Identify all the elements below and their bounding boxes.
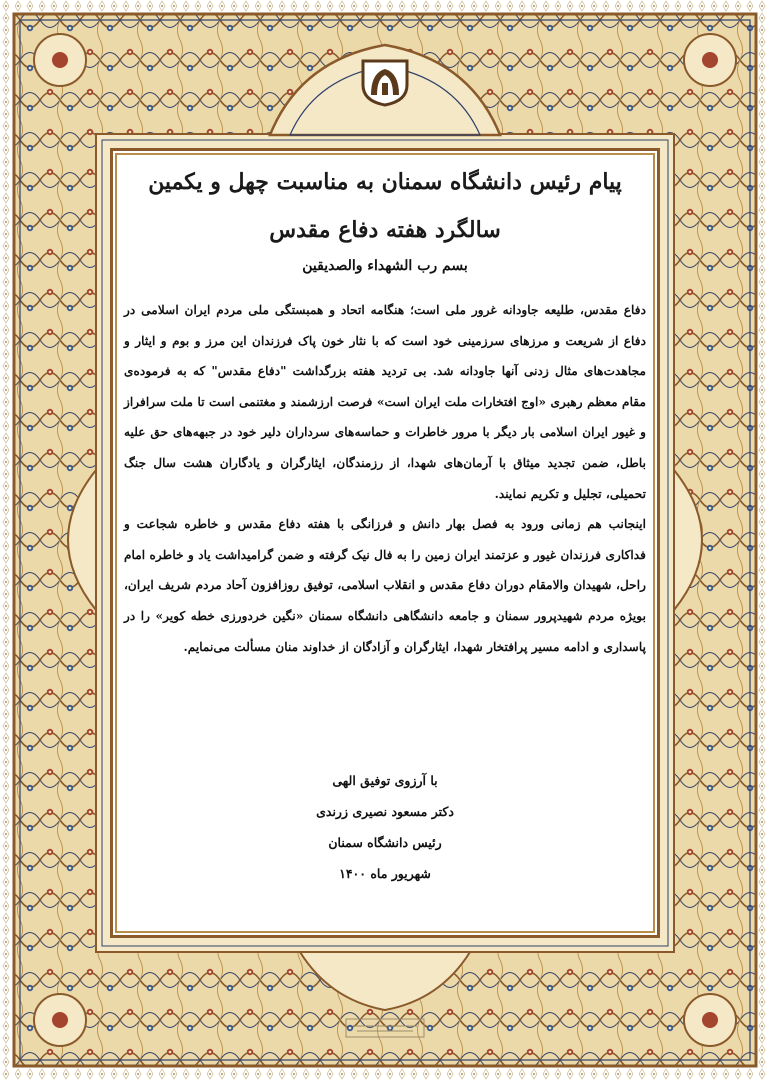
message-body — [124, 295, 646, 662]
paragraph-1: دفاع مقدس، طلیعه جاودانه غرور ملی است؛ هنگامه اتحاد و همبستگی ملی مردم ایران اسلامی در دفاع از شریعت و مرزهای سرزمینی خود است که با نثار خون پاک فرزندان این مرز و بوم و ایثار و مجاهدت‌های مثال زدنی آنها جاودانه شد. بی تردید هفته بزرگداشت "دفاع مقدس" که به فرموده‌ی مقام معظم رهبری «اوج افتخارات ملت ایران است» فرصت ارزشمند و مغتنمی است تا ملت سرافراز و غیور ایران اسلامی بار دیگر با مرور خاطرات و حماسه‌های سرداران دلیر خود در جبهه‌های حق علیه باطل، ضمن تجدید میثاق با آرمان‌های شهدا، از رزمندگان، ایثارگران و یادگاران هشت سال جنگ تحمیلی، تجلیل و تکریم نمایند. — [124, 303, 646, 501]
bismillah-line: بسم رب الشهداء والصدیقین — [302, 258, 468, 274]
signer-position: رئیس دانشگاه سمنان — [328, 835, 442, 850]
university-logo-emblem — [357, 55, 413, 107]
date-line: شهریور ماه ۱۴۰۰ — [339, 866, 431, 881]
signer-name: دکتر مسعود نصیری زرندی — [316, 804, 454, 819]
paragraph-2: اینجانب هم زمانی ورود به فصل بهار دانش و فرزانگی با هفته دفاع مقدس و خاطره شجاعت و فداکاری فرزندان غیور و عزتمند ایران زمین را به فال نیک گرفته و ضمن گرامیداشت یاد و خاطره امام راحل، شهیدان والامقام دوران دفاع مقدس و انقلاب اسلامی، توفیق روزافزون آحاد مردم شریف ایران، بویژه مردم شهیدپرور سمنان و جامعه دانشگاهی دانشگاه سمنان «نگین خردورزی خطه کویر» را در پاسداری و ادامه مسیر پرافتخار شهدا، ایثارگران و آزادگان از خداوند منان مسألت می‌نمایم. — [124, 517, 646, 654]
closing-line: با آرزوی توفیق الهی — [332, 773, 438, 788]
signature-block — [300, 765, 470, 889]
page-title: پیام رئیس دانشگاه سمنان به مناسبت چهل و یکمین سالگرد هفته دفاع مقدس — [148, 169, 622, 243]
seal-stamp — [345, 1018, 425, 1038]
